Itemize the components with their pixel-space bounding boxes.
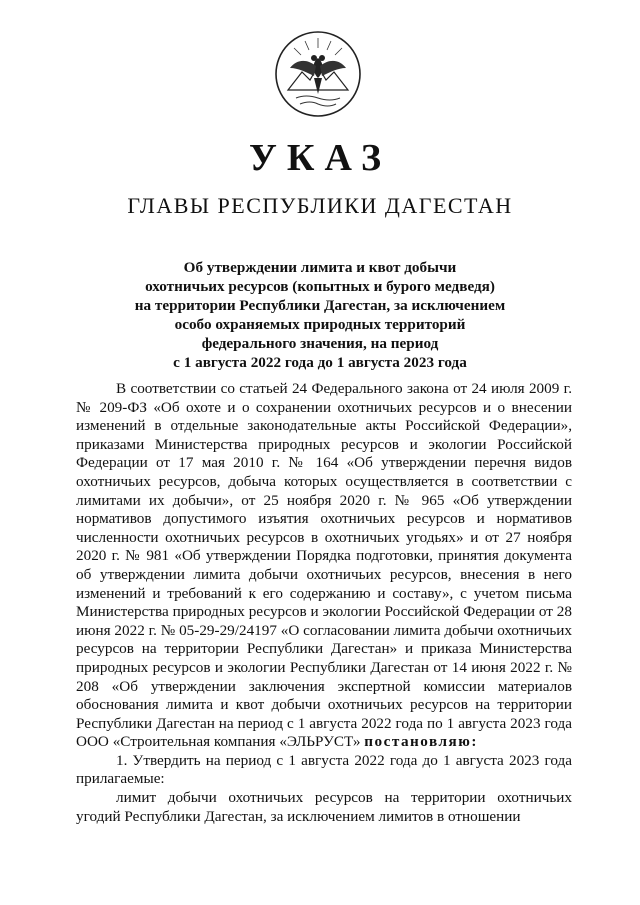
item-1-paragraph: 1. Утвердить на период с 1 августа 2022 года до 1 августа 2023 года прилагаемые: (76, 751, 572, 788)
preamble-paragraph (76, 380, 572, 752)
heading-line: с 1 августа 2022 года до 1 августа 2023 года (173, 354, 467, 371)
heading-line: охотничьих ресурсов (копытных и бурого медведя) (145, 278, 495, 295)
decree-word: постановляю: (364, 733, 478, 751)
item-1-subparagraph: лимит добычи охотничьих ресурсов на территории охотничьих угодий Республики Дагестан, за исключением лимитов в отношении (76, 789, 572, 825)
document-body (76, 380, 572, 826)
heading-line: на территории Республики Дагестан, за исключением (134, 297, 506, 314)
document-subtitle: ГЛАВЫ РЕСПУБЛИКИ ДАГЕСТАН (127, 193, 513, 218)
heading-line: особо охраняемых природных территорий (174, 316, 466, 333)
decree-heading (60, 258, 580, 372)
heading-line: федерального значения, на период (201, 335, 439, 352)
preamble-text: В соответствии со статьей 24 Федерального закона от 24 июля 2009 г. № 209-ФЗ «Об охоте и о сохранении охотничьих ресурсов и о внесении изменений в отдельные законодательные акты Российской Федерации», приказами Министерства природных ресурсов и экологии Российской Федерации от 17 мая 2010 г. № 164 «Об утверждении перечня видов охотничьих ресурсов, добыча которых осуществляется в соответствии с лимитами их добычи», от 25 ноября 2020 г. № 965 «Об утверждении нормативов допустимого изъятия охотничьих ресурсов и нормативов численности охотничьих ресурсов в охотничьих угодьях» и от 27 ноября 2020 г. № 981 «Об утверждении Порядка подготовки, принятия документа об утверждении лимита добычи охотничьих ресурсов, внесения в него изменений и требований к его содержанию и составу», с учетом письма Министерства природных ресурсов и экологии Российской Федерации от 28 июня 2022 г. № 05-29-29/24197 «О согласовании лимита добычи охотничьих ресурсов на территории Республики Дагестан» и приказа Министерства природных ресурсов и экологии Республики Дагестан от 14 июня 2022 г. № 208 «Об утверждении заключения экспертной комиссии материалов обоснования лимита и квот добычи охотничьих ресурсов на территории Республики Дагестан на период с 1 августа 2022 года по 1 августа 2023 года ООО «Строительная компания «ЭЛЬРУСТ» (76, 380, 572, 751)
document-title: УКАЗ (249, 137, 391, 179)
coat-of-arms-emblem (272, 28, 364, 120)
heading-line: Об утверждении лимита и квот добычи (183, 259, 457, 276)
